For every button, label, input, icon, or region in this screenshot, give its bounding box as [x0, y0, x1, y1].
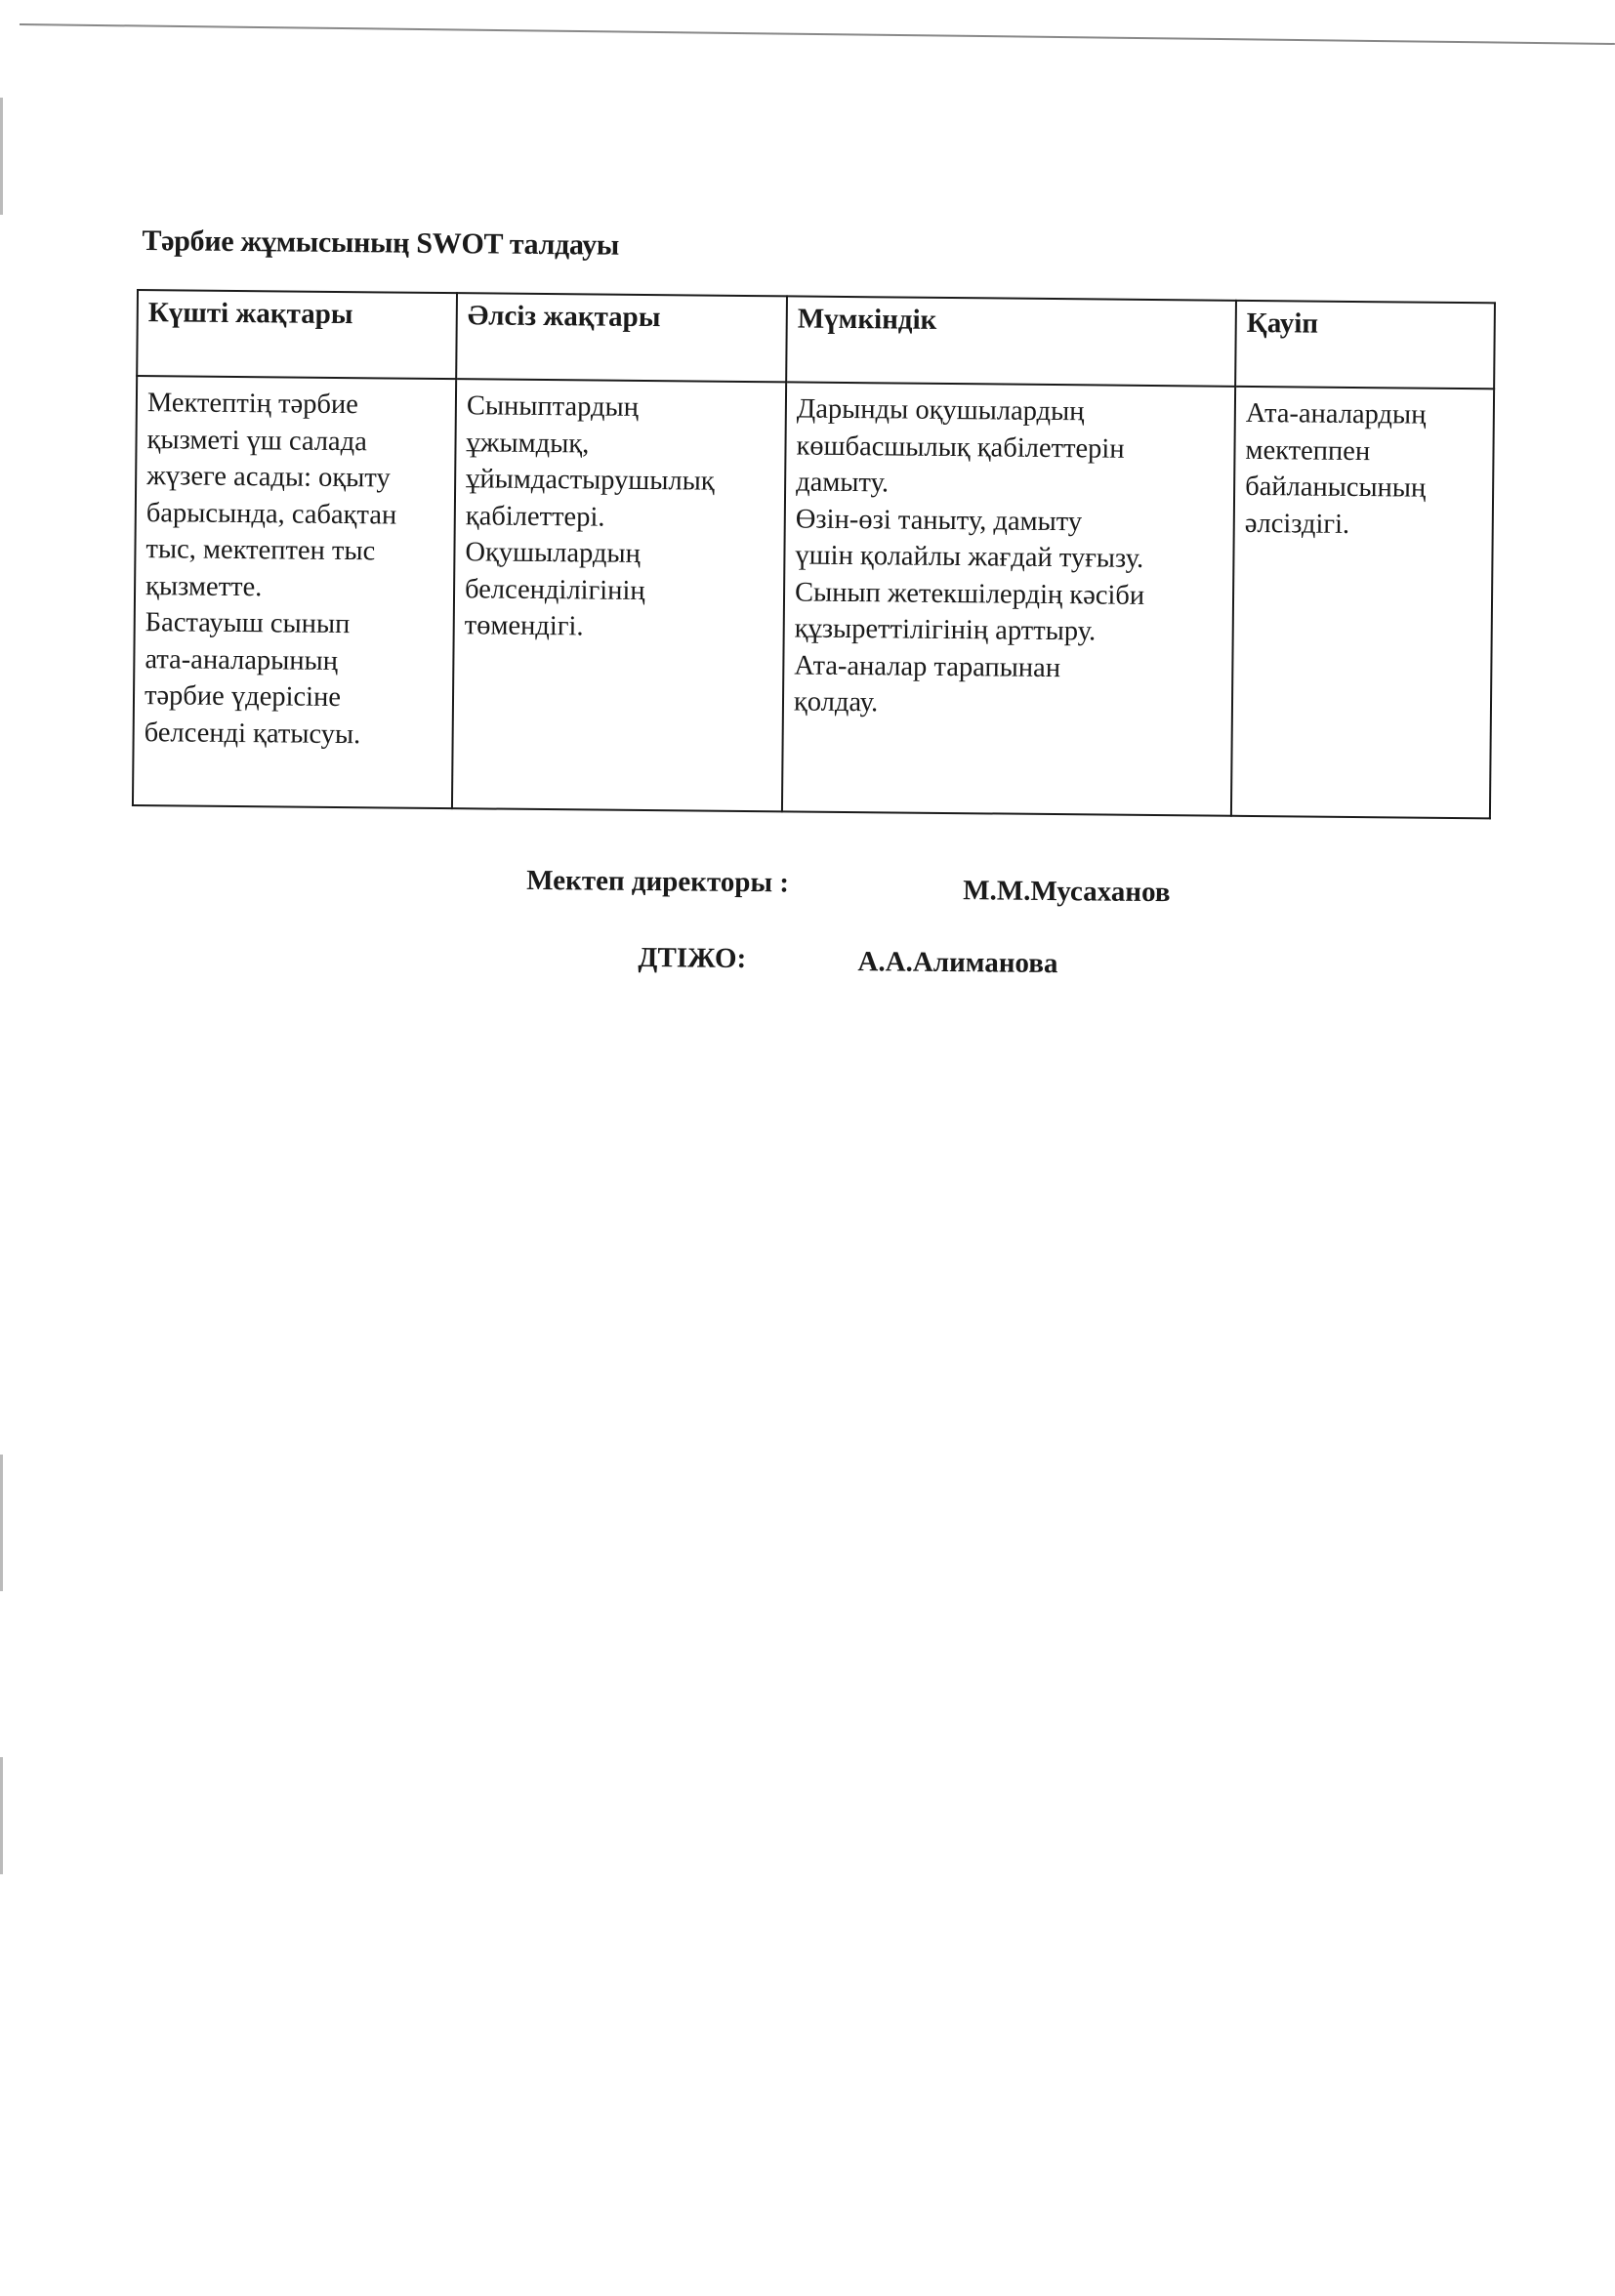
- document-title: Тәрбие жұмысының SWOT талдауы: [142, 225, 620, 262]
- text-line: дамыту.: [796, 467, 890, 499]
- text-line: тәрбие үдерісіне: [144, 680, 342, 714]
- text-line: қабілеттері.: [465, 500, 605, 533]
- text-line: көшбасшылық қабілеттерін: [796, 430, 1125, 465]
- text-line: ұйымдастырушылық: [466, 464, 715, 497]
- director-name: М.М.Мусаханов: [963, 875, 1171, 909]
- text-line: құзыреттілігінің арттыру.: [794, 613, 1097, 647]
- cell-opportunities: [782, 382, 1235, 815]
- text-line: қызметте.: [145, 570, 263, 602]
- text-line: ата-аналарының: [145, 643, 339, 676]
- text-line: төмендігі.: [464, 610, 584, 642]
- text-line: белсенді қатысуы.: [144, 717, 361, 750]
- header-strengths: Күшті жақтары: [137, 290, 457, 379]
- text-line: Мектептің тәрбие: [146, 388, 359, 421]
- deputy-label: ДТІЖО:: [638, 941, 747, 975]
- text-line: ұжымдық,: [466, 427, 590, 459]
- text-line: тыс, мектептен тыс: [145, 534, 376, 567]
- text-line: Ата-аналардың: [1245, 397, 1427, 430]
- text-line: белсенділігінің: [464, 573, 645, 606]
- text-line: Өзін-өзі таныту, дамыту: [795, 503, 1083, 537]
- text-line: Оқушылардың: [465, 537, 642, 569]
- text-line: қызметі үш салада: [146, 424, 367, 457]
- text-line: барысында, сабақтан: [145, 497, 397, 531]
- cell-strengths: [133, 376, 456, 808]
- text-line: әлсіздігі.: [1244, 508, 1350, 540]
- swot-body-row: [133, 376, 1494, 818]
- swot-header-row: [137, 290, 1495, 389]
- text-line: Сынып жетекшілердің кәсіби: [794, 576, 1145, 611]
- text-line: үшін қолайлы жағдай туғызу.: [795, 540, 1144, 574]
- header-threats: Қауіп: [1235, 301, 1495, 390]
- text-line: жүзеге асады: оқыту: [146, 461, 391, 494]
- director-label: Мектеп директоры :: [526, 864, 790, 899]
- cell-threats: [1231, 387, 1494, 819]
- text-line: Бастауыш сынып: [145, 607, 351, 640]
- header-opportunities: Мүмкіндік: [786, 296, 1236, 386]
- header-weaknesses: Әлсіз жақтары: [456, 293, 787, 382]
- swot-table: [132, 289, 1496, 819]
- deputy-name: А.А.Алиманова: [857, 946, 1058, 980]
- text-line: қолдау.: [793, 686, 879, 718]
- cell-weaknesses: [452, 379, 786, 811]
- text-line: Сыныптардың: [466, 390, 640, 423]
- text-line: байланысының: [1244, 471, 1427, 504]
- text-line: Дарынды оқушылардың: [796, 393, 1085, 428]
- text-line: Ата-аналар тарапынан: [794, 649, 1061, 683]
- text-line: мектеппен: [1245, 434, 1371, 467]
